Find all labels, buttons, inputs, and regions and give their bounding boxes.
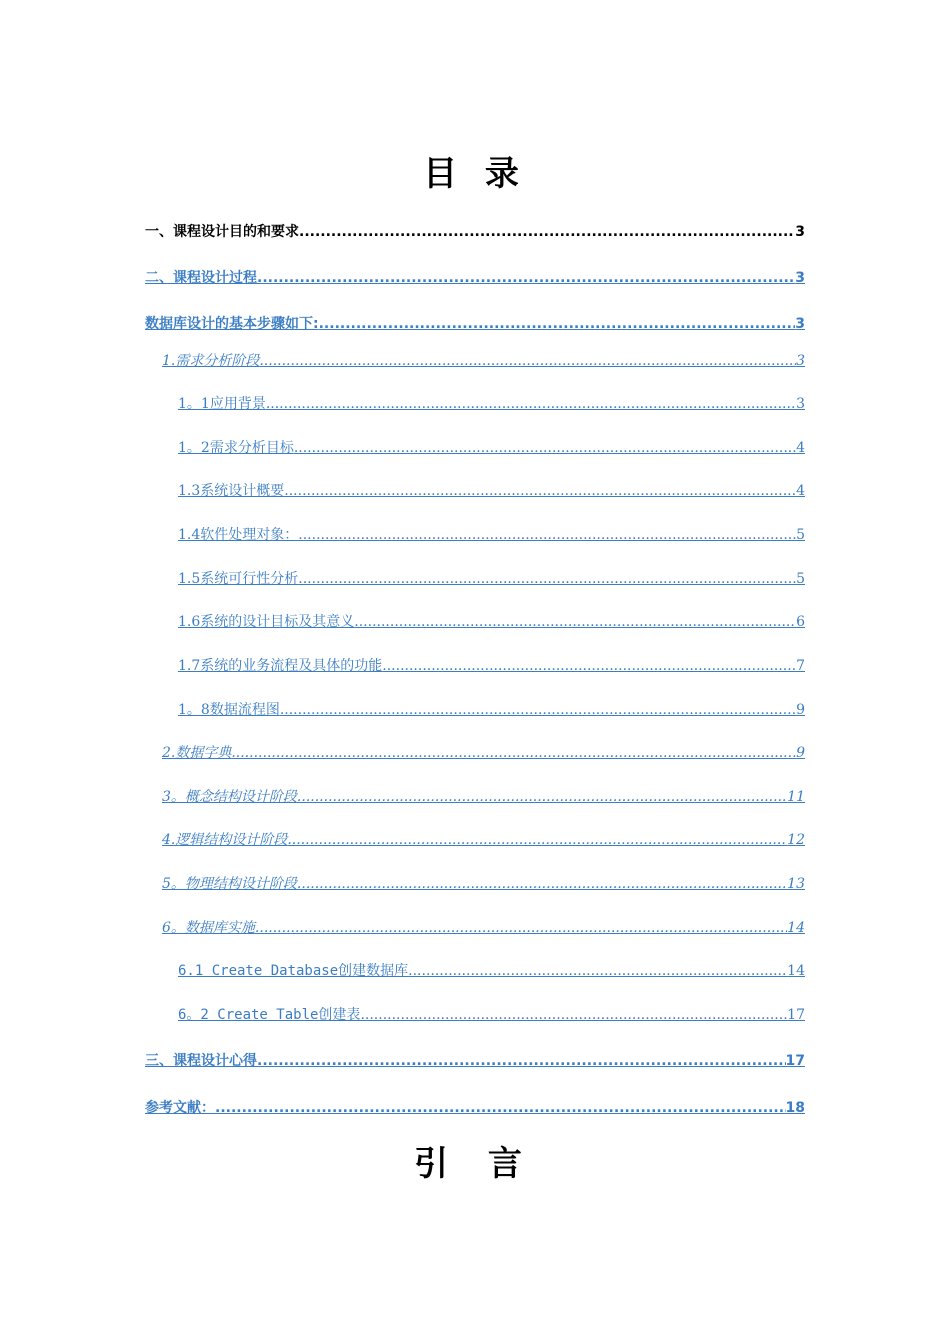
toc-entry-requirements-analysis[interactable] bbox=[162, 351, 805, 371]
toc-entry-references[interactable] bbox=[145, 1098, 805, 1118]
toc-leader-dots bbox=[257, 268, 795, 288]
toc-entry-label: 1.需求分析阶段 bbox=[162, 353, 260, 369]
toc-entry-logical-design[interactable] bbox=[162, 830, 805, 850]
toc-entry-1-2[interactable] bbox=[178, 438, 805, 458]
toc-entry-label: 1。8数据流程图 bbox=[178, 702, 280, 718]
toc-leader-dots bbox=[360, 1005, 787, 1025]
toc-entry-label: 1.7系统的业务流程及具体的功能 bbox=[178, 658, 383, 674]
toc-entry-label: 1。1应用背景 bbox=[178, 396, 266, 412]
toc-entry-1-6[interactable] bbox=[178, 612, 805, 632]
toc-title: 目 录 bbox=[423, 154, 527, 194]
toc-leader-dots bbox=[266, 394, 796, 414]
toc-page-number: 17 bbox=[787, 1007, 805, 1023]
toc-leader-dots bbox=[257, 1051, 786, 1071]
toc-entry-6-1[interactable] bbox=[178, 961, 805, 981]
toc-leader-dots bbox=[319, 314, 796, 334]
toc-leader-dots bbox=[284, 481, 796, 501]
toc-entry-label: 2.数据字典 bbox=[162, 745, 232, 761]
toc-entry-label: 1。2需求分析目标 bbox=[178, 440, 294, 456]
toc-entry-label: 三、课程设计心得 bbox=[145, 1053, 257, 1069]
toc-entry-label: 1.4软件处理对象： bbox=[178, 527, 299, 543]
toc-entry-1-8[interactable] bbox=[178, 700, 805, 720]
toc-page-number: 9 bbox=[796, 702, 805, 718]
toc-leader-dots bbox=[294, 438, 796, 458]
toc-leader-dots bbox=[354, 612, 796, 632]
toc-leader-dots bbox=[299, 222, 795, 242]
toc-page-number: 18 bbox=[785, 1100, 805, 1116]
toc-page-number: 3 bbox=[795, 316, 805, 332]
toc-entry-6-2[interactable] bbox=[178, 1005, 805, 1025]
toc-page-number: 14 bbox=[787, 920, 805, 936]
toc-entry-label: 1.6系统的设计目标及其意义 bbox=[178, 614, 355, 630]
toc-leader-dots bbox=[280, 700, 796, 720]
toc-entry-conceptual-design[interactable] bbox=[162, 787, 805, 807]
toc-page-number: 12 bbox=[787, 832, 805, 848]
toc-page-number: 3 bbox=[795, 224, 805, 240]
toc-page-number: 5 bbox=[796, 527, 805, 543]
toc-page-number: 14 bbox=[787, 963, 805, 979]
toc-page-number: 9 bbox=[796, 745, 805, 761]
toc-entry-db-design-steps[interactable] bbox=[145, 314, 805, 334]
toc-page-number: 7 bbox=[796, 658, 805, 674]
toc-page-number: 3 bbox=[796, 353, 805, 369]
toc-entry-course-process[interactable] bbox=[145, 268, 805, 288]
toc-page-number: 3 bbox=[796, 396, 805, 412]
toc-entry-1-4[interactable] bbox=[178, 525, 805, 545]
toc-entry-1-3[interactable] bbox=[178, 481, 805, 501]
toc-entry-course-reflections[interactable] bbox=[145, 1051, 805, 1071]
toc-page-number: 6 bbox=[796, 614, 805, 630]
toc-entry-label: 参考文献： bbox=[145, 1100, 215, 1116]
toc-entry-course-purpose[interactable] bbox=[145, 222, 805, 242]
toc-entry-label: 1.5系统可行性分析 bbox=[178, 571, 299, 587]
toc-entry-label: 3。概念结构设计阶段 bbox=[162, 789, 297, 805]
toc-entry-label: 数据库设计的基本步骤如下: bbox=[145, 316, 319, 332]
toc-page-number: 5 bbox=[796, 571, 805, 587]
toc-entry-label: 4.逻辑结构设计阶段 bbox=[162, 832, 288, 848]
toc-entry-db-implementation[interactable] bbox=[162, 918, 805, 938]
toc-leader-dots bbox=[215, 1098, 786, 1118]
toc-leader-dots bbox=[231, 743, 796, 763]
toc-leader-dots bbox=[297, 787, 787, 807]
toc-leader-dots bbox=[255, 918, 787, 938]
toc-entry-label: 5。物理结构设计阶段 bbox=[162, 876, 297, 892]
toc-page-number: 3 bbox=[795, 270, 805, 286]
toc-entry-1-5[interactable] bbox=[178, 569, 805, 589]
toc-leader-dots bbox=[298, 569, 796, 589]
toc-entry-1-1[interactable] bbox=[178, 394, 805, 414]
toc-leader-dots bbox=[298, 525, 796, 545]
toc-leader-dots bbox=[382, 656, 796, 676]
toc-entry-data-dictionary[interactable] bbox=[162, 743, 805, 763]
toc-entry-1-7[interactable] bbox=[178, 656, 805, 676]
toc-page-number: 13 bbox=[787, 876, 805, 892]
toc-leader-dots bbox=[408, 961, 787, 981]
toc-entry-label: 6。数据库实施 bbox=[162, 920, 255, 936]
toc-leader-dots bbox=[297, 874, 787, 894]
toc-page-number: 11 bbox=[787, 789, 805, 805]
toc-page-number: 4 bbox=[796, 483, 805, 499]
toc-entry-label: 1.3系统设计概要 bbox=[178, 483, 285, 499]
toc-entry-label: 6.1 Create Database创建数据库 bbox=[178, 963, 409, 979]
toc-leader-dots bbox=[259, 351, 796, 371]
toc-entry-label: 一、课程设计目的和要求 bbox=[145, 224, 299, 240]
toc-page-number: 4 bbox=[796, 440, 805, 456]
toc-entry-label: 6。2 Create Table创建表 bbox=[178, 1007, 361, 1023]
introduction-title: 引 言 bbox=[414, 1144, 536, 1184]
toc-leader-dots bbox=[287, 830, 787, 850]
toc-entry-physical-design[interactable] bbox=[162, 874, 805, 894]
toc-entry-label: 二、课程设计过程 bbox=[145, 270, 257, 286]
toc-page-number: 17 bbox=[785, 1053, 805, 1069]
